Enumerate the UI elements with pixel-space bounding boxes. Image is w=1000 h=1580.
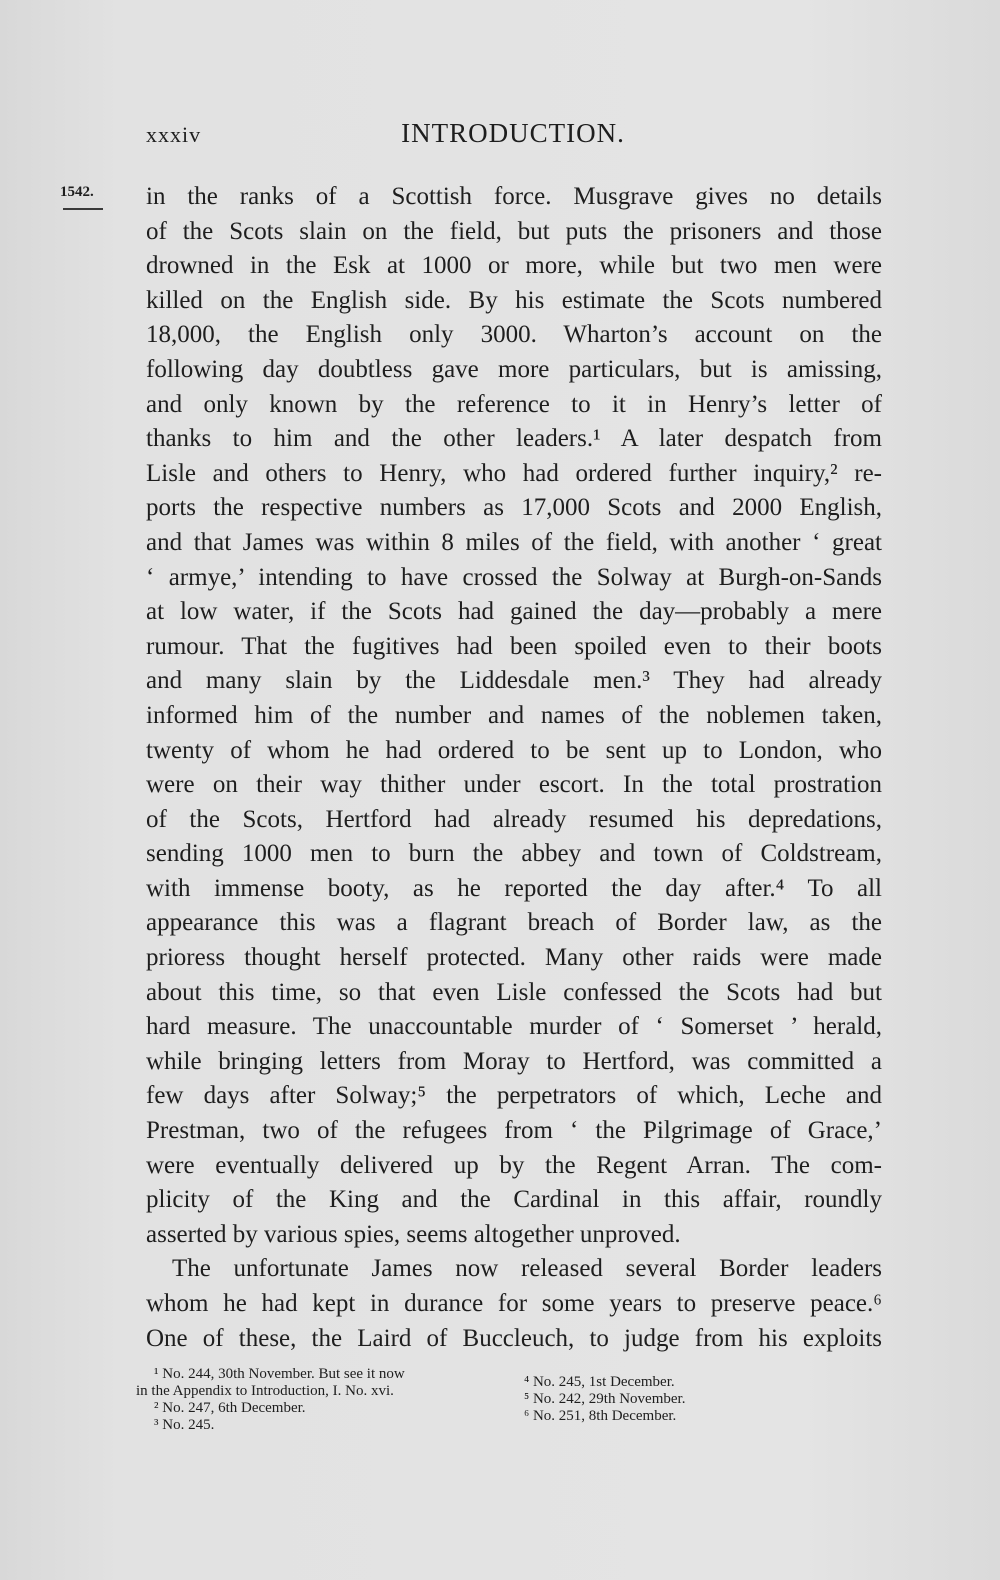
text-line: and that James was within 8 miles of the field, with another ‘ great: [146, 528, 882, 556]
text-line: prioress thought herself protected. Many other raids were made: [146, 944, 882, 972]
page-number: xxxiv: [146, 122, 202, 147]
footnote: ⁵ No. 242, 29th November.: [524, 1391, 686, 1407]
footnote: in the Appendix to Introduction, I. No. xvi.: [136, 1383, 394, 1399]
footnote: ³ No. 245.: [154, 1417, 215, 1433]
text-line: were eventually delivered up by the Regent Arran. The com-: [146, 1151, 882, 1179]
text-line: few days after Solway;⁵ the perpetrators of which, Leche and: [146, 1082, 882, 1110]
text-line: in the ranks of a Scottish force. Musgrave gives no details: [146, 183, 882, 210]
text-line: sending 1000 men to burn the abbey and town of Coldstream,: [146, 840, 882, 868]
text-line: rumour. That the fugitives had been spoiled even to their boots: [146, 632, 882, 660]
text-line: ports the respective numbers as 17,000 Scots and 2000 English,: [146, 494, 882, 522]
text-line: Lisle and others to Henry, who had ordered further inquiry,² re-: [146, 459, 882, 487]
footnotes-left-column: [136, 1366, 506, 1434]
footnote: ⁴ No. 245, 1st December.: [524, 1374, 675, 1390]
text-line: hard measure. The unaccountable murder of ‘ Somerset ’ herald,: [146, 1013, 882, 1041]
text-line: plicity of the King and the Cardinal in this affair, roundly: [146, 1186, 882, 1214]
running-title: INTRODUCTION.: [401, 118, 625, 148]
text-line: twenty of whom he had ordered to be sent up to London, who: [146, 736, 882, 764]
text-line: of the Scots slain on the field, but puts the prisoners and those: [146, 217, 882, 245]
text-line: and many slain by the Liddesdale men.³ They had already: [146, 667, 882, 695]
text-line: appearance this was a flagrant breach of Border law, as the: [146, 909, 882, 937]
text-line: One of these, the Laird of Buccleuch, to judge from his exploits: [146, 1324, 882, 1352]
text-line: informed him of the number and names of the noblemen taken,: [146, 701, 882, 729]
text-line: whom he had kept in durance for some years to preserve peace.⁶: [146, 1290, 882, 1317]
text-line: at low water, if the Scots had gained the day—probably a mere: [146, 598, 882, 626]
footnote: ² No. 247, 6th December.: [154, 1400, 306, 1416]
text-line: following day doubtless gave more particulars, but is amissing,: [146, 355, 882, 383]
text-line: drowned in the Esk at 1000 or more, while but two men were: [146, 252, 882, 280]
text-line: ‘ armye,’ intending to have crossed the Solway at Burgh-on-Sands: [146, 563, 882, 591]
text-line: about this time, so that even Lisle confessed the Scots had but: [146, 978, 882, 1006]
text-line: killed on the English side. By his estimate the Scots numbered: [146, 286, 882, 314]
text-line: with immense booty, as he reported the day after.⁴ To all: [146, 874, 882, 902]
footnotes-right-column: [524, 1374, 754, 1425]
text-line: while bringing letters from Moray to Hertford, was committed a: [146, 1047, 882, 1075]
text-line: of the Scots, Hertford had already resumed his depredations,: [146, 805, 882, 833]
text-line: The unfortunate James now released several Border leaders: [172, 1255, 882, 1283]
margin-rule: [63, 208, 103, 210]
text-line: asserted by various spies, seems altogether unproved.: [146, 1220, 681, 1248]
body-text: [146, 180, 882, 1356]
footnote: ⁶ No. 251, 8th December.: [524, 1408, 677, 1424]
margin-year-note: 1542.: [60, 184, 94, 200]
text-line: thanks to him and the other leaders.¹ A later despatch from: [146, 425, 882, 453]
text-line: were on their way thither under escort. In the total prostration: [146, 771, 882, 799]
footnote: ¹ No. 244, 30th November. But see it now: [154, 1366, 405, 1382]
text-line: and only known by the reference to it in Henry’s letter of: [146, 390, 882, 418]
page-header: [146, 118, 880, 154]
text-line: Prestman, two of the refugees from ‘ the Pilgrimage of Grace,’: [146, 1117, 882, 1145]
text-line: 18,000, the English only 3000. Wharton’s account on the: [146, 321, 882, 349]
